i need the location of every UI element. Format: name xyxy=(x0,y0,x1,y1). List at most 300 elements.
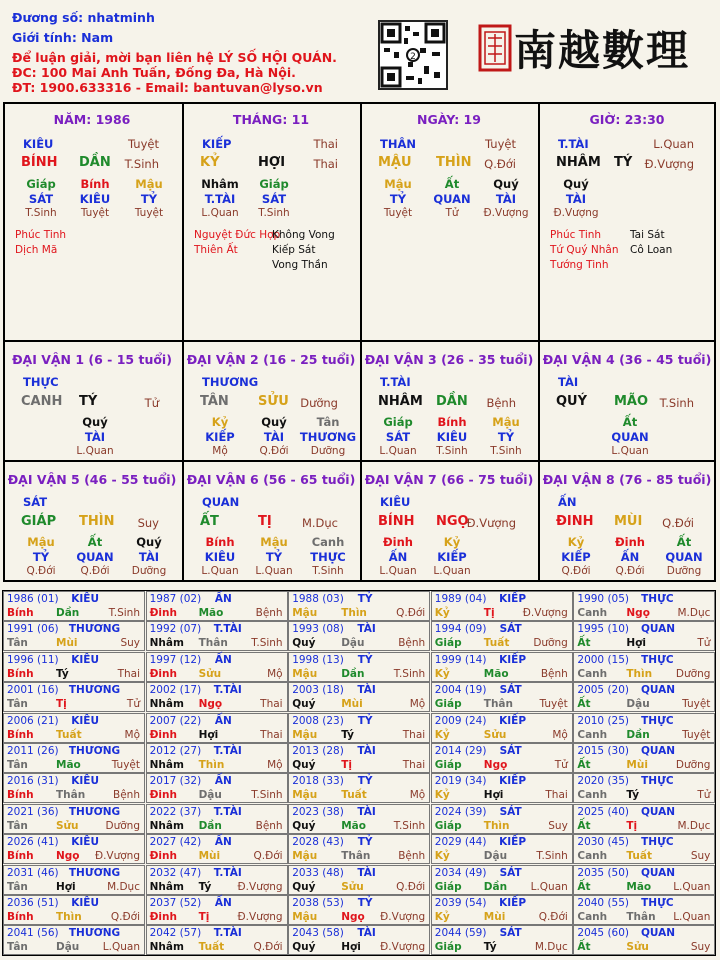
year-stem: Quý xyxy=(292,759,316,771)
year-label: 1986 (01) xyxy=(7,593,59,605)
year-label: 1988 (03) xyxy=(292,593,344,605)
year-ten-god: KIẾP xyxy=(499,653,527,666)
luck-phase: Đ.Vượng xyxy=(466,516,516,530)
hidden-stem: Nhâm xyxy=(201,177,239,191)
year-branch: Mùi xyxy=(56,637,78,650)
luck-hidden-phase: Q.Đới xyxy=(615,565,645,577)
year-ten-god: KIẾP xyxy=(499,714,527,727)
luck-stem: NHÂM xyxy=(378,394,423,409)
year-ten-god: KIẾP xyxy=(499,836,527,849)
year-stem: Kỷ xyxy=(434,728,450,741)
contact-line: Để luận giải, mời bạn liên hệ LÝ SỐ HỘI QUÁN. xyxy=(12,50,337,65)
year-branch: Mùi xyxy=(198,850,221,863)
hidden-stem: Quý xyxy=(493,177,519,191)
year-stem: Nhâm xyxy=(149,698,184,711)
year-cell[interactable] xyxy=(288,682,430,712)
year-label: 2028 (43) xyxy=(292,836,344,849)
year-stem: Giáp xyxy=(434,880,462,893)
year-cell[interactable] xyxy=(146,652,288,682)
year-cell[interactable] xyxy=(146,865,288,895)
year-ten-god: KIÊU xyxy=(71,775,99,788)
address-line: ĐC: 100 Mai Anh Tuấn, Đống Đa, Hà Nội. xyxy=(12,65,296,80)
year-ten-god: THỰC xyxy=(641,897,674,909)
year-cell[interactable] xyxy=(573,621,715,651)
luck-hidden-stem: Bính xyxy=(205,535,235,549)
year-ten-god: ẤN xyxy=(214,836,232,849)
year-cell[interactable] xyxy=(3,895,145,925)
year-label: 2008 (23) xyxy=(292,714,344,727)
year-branch: Dậu xyxy=(483,850,508,863)
luck-hidden-god: THƯƠNG xyxy=(299,430,357,444)
pillar-ten-god: KIÊU xyxy=(23,137,54,151)
year-ten-god: T.TÀI xyxy=(213,927,242,940)
year-cell[interactable] xyxy=(288,895,430,925)
luck-title: ĐẠI VẬN 2 (16 - 25 tuổi) xyxy=(186,352,356,367)
inauspicious-star: Không Vong xyxy=(272,229,335,241)
year-stem: Kỷ xyxy=(434,789,450,802)
year-cell[interactable] xyxy=(146,834,288,864)
year-cell[interactable] xyxy=(3,773,145,803)
year-ten-god: KIẾP xyxy=(499,593,527,605)
year-label: 1989 (04) xyxy=(434,593,487,605)
year-cell[interactable] xyxy=(3,925,145,955)
year-label: 2019 (34) xyxy=(434,775,487,788)
year-phase: Suy xyxy=(690,850,711,863)
year-stem: Quý xyxy=(292,698,316,711)
year-cell[interactable] xyxy=(288,834,430,864)
year-stem: Quý xyxy=(292,819,316,832)
year-cell[interactable] xyxy=(288,804,430,834)
year-label: 2015 (30) xyxy=(577,745,630,757)
year-phase: Suy xyxy=(548,819,568,832)
year-label: 2029 (44) xyxy=(434,836,487,849)
year-cell[interactable] xyxy=(146,743,288,773)
year-phase: Q.Đới xyxy=(396,607,426,619)
year-cell[interactable] xyxy=(431,652,573,682)
year-label: 2032 (47) xyxy=(149,866,202,879)
luck-branch: TÝ xyxy=(79,394,98,409)
year-stem: Kỷ xyxy=(434,607,450,619)
year-branch: Tị xyxy=(341,759,352,771)
year-cell[interactable] xyxy=(288,743,430,773)
year-stem: Bính xyxy=(7,728,34,741)
year-branch: Thìn xyxy=(626,667,653,680)
year-ten-god: TÀI xyxy=(357,927,376,940)
luck-branch: THÌN xyxy=(79,514,115,529)
year-stem: Đinh xyxy=(149,728,177,741)
year-branch: Mùi xyxy=(341,698,363,711)
year-branch: Ngọ xyxy=(341,911,365,923)
year-cell[interactable] xyxy=(288,591,430,621)
phone-email-line[interactable]: ĐT: 1900.633316 - Email: bantuvan@lyso.vn xyxy=(12,80,323,95)
year-cell[interactable] xyxy=(146,682,288,712)
luck-hidden-stem: Quý xyxy=(261,415,287,429)
year-cell[interactable] xyxy=(573,804,715,834)
luck-branch: DẦN xyxy=(436,394,468,409)
luck-hidden-god: KIẾP xyxy=(205,430,235,444)
year-cell[interactable] xyxy=(3,804,145,834)
year-cell[interactable] xyxy=(146,591,288,621)
hidden-phase: Tuyệt xyxy=(383,207,413,219)
inauspicious-star: Cô Loan xyxy=(630,244,673,256)
year-label: 2021 (36) xyxy=(7,805,59,818)
pillar-title: NĂM: 1986 xyxy=(53,112,131,127)
year-branch: Thìn xyxy=(341,607,367,619)
year-cell[interactable] xyxy=(573,773,715,803)
qr-code[interactable] xyxy=(378,20,448,90)
luck-stem: QUÝ xyxy=(556,394,588,409)
year-cell[interactable] xyxy=(3,865,145,895)
year-cell[interactable] xyxy=(3,682,145,712)
year-branch: Dần xyxy=(56,607,80,619)
luck-hidden-phase: Q.Đới xyxy=(80,565,110,577)
year-stem: Đinh xyxy=(149,789,177,802)
year-phase: Thai xyxy=(402,759,426,771)
year-stem: Ất xyxy=(577,941,591,954)
auspicious-star: Dịch Mã xyxy=(15,244,58,256)
year-branch: Sửu xyxy=(341,880,364,893)
year-branch: Mão xyxy=(56,759,81,771)
year-cell[interactable] xyxy=(288,925,430,955)
year-cell[interactable] xyxy=(573,713,715,743)
year-cell[interactable] xyxy=(3,591,145,621)
luck-hidden-phase: L.Quan xyxy=(433,565,471,577)
pillar-phase: Tuyệt xyxy=(128,137,159,151)
year-ten-god: TỶ xyxy=(357,653,373,666)
year-cell[interactable] xyxy=(573,743,715,773)
year-branch: Dần xyxy=(198,819,222,832)
year-ten-god: T.TÀI xyxy=(213,805,242,818)
year-cell[interactable] xyxy=(3,743,145,773)
year-cell[interactable] xyxy=(146,621,288,651)
year-branch: Mão xyxy=(198,607,224,619)
pillar-branch: DẦN xyxy=(79,155,111,170)
luck-phase: T.Sinh xyxy=(659,396,694,410)
year-cell[interactable] xyxy=(288,621,430,651)
year-cell[interactable] xyxy=(431,682,573,712)
year-cell[interactable] xyxy=(431,865,573,895)
year-ten-god: TỶ xyxy=(357,775,373,788)
pillar-phase-branch: Đ.Vượng xyxy=(644,157,694,171)
hidden-stem: Ất xyxy=(444,177,460,191)
brand-logo-text: 南越數理 xyxy=(514,26,691,75)
year-cell[interactable] xyxy=(146,925,288,955)
inauspicious-star: Vong Thần xyxy=(272,259,328,271)
year-label: 2020 (35) xyxy=(577,775,630,788)
year-branch: Mão xyxy=(341,819,366,832)
year-branch: Dậu xyxy=(56,941,80,954)
year-stem: Giáp xyxy=(434,819,462,832)
year-stem: Mậu xyxy=(292,850,318,863)
pillar-branch: TÝ xyxy=(614,155,633,170)
year-ten-god: T.TÀI xyxy=(213,866,242,879)
year-ten-god: SÁT xyxy=(499,623,522,636)
luck-stem: GIÁP xyxy=(21,514,57,529)
year-cell[interactable] xyxy=(288,865,430,895)
year-cell[interactable] xyxy=(146,804,288,834)
year-cell[interactable] xyxy=(288,652,430,682)
luck-hidden-phase: Mộ xyxy=(212,445,228,457)
year-phase: Suy xyxy=(690,941,711,954)
year-stem: Mậu xyxy=(292,911,318,923)
luck-hidden-god: KIẾP xyxy=(437,550,467,564)
inauspicious-star: Kiếp Sát xyxy=(272,244,316,256)
year-ten-god: TÀI xyxy=(357,866,376,879)
year-stem: Ất xyxy=(577,819,591,832)
pillar-ten-god: KIẾP xyxy=(202,137,232,151)
year-cell[interactable] xyxy=(3,834,145,864)
year-phase: T.Sinh xyxy=(108,607,140,619)
luck-stem: ẤT xyxy=(200,514,219,529)
year-branch: Tý xyxy=(198,880,212,893)
year-branch: Tý xyxy=(626,789,640,802)
pillar-title: NGÀY: 19 xyxy=(417,112,481,127)
luck-hidden-phase: T.Sinh xyxy=(312,565,344,577)
year-label: 2037 (52) xyxy=(149,897,202,909)
hidden-phase: Đ.Vượng xyxy=(553,207,599,219)
year-label: 2030 (45) xyxy=(577,836,630,849)
hidden-stem: Quý xyxy=(563,177,589,191)
year-phase: Thai xyxy=(260,728,283,741)
year-branch: Mùi xyxy=(483,911,506,923)
year-ten-god: SÁT xyxy=(499,805,522,818)
year-cell[interactable] xyxy=(431,804,573,834)
pillar-stem: KỶ xyxy=(200,155,220,170)
year-branch: Tuất xyxy=(56,728,82,741)
year-branch: Dần xyxy=(341,667,365,680)
year-label: 2033 (48) xyxy=(292,866,344,879)
luck-hidden-phase: Dưỡng xyxy=(310,445,346,457)
year-cell[interactable] xyxy=(431,713,573,743)
year-ten-god: THƯƠNG xyxy=(68,623,121,636)
luck-hidden-god: TÀI xyxy=(138,550,160,564)
year-phase: Đ.Vượng xyxy=(380,941,426,954)
year-phase: Tử xyxy=(554,759,568,771)
auspicious-star: Thiên Ất xyxy=(194,244,238,256)
annual-grid xyxy=(2,590,716,956)
year-stem: Bính xyxy=(7,667,34,680)
luck-hidden-phase: Dưỡng xyxy=(131,565,167,577)
year-ten-god: KIÊU xyxy=(71,593,99,605)
year-phase: Mộ xyxy=(267,759,283,771)
year-branch: Sửu xyxy=(198,667,222,680)
year-phase: Bệnh xyxy=(398,637,426,650)
year-label: 2012 (27) xyxy=(149,745,202,757)
luck-hidden-phase: Dưỡng xyxy=(666,565,702,577)
year-phase: Suy xyxy=(120,637,140,650)
year-branch: Tuất xyxy=(198,941,225,954)
subject-name: Đương số: nhatminh xyxy=(12,10,155,25)
year-phase: L.Quan xyxy=(673,880,711,893)
year-ten-god: KIÊU xyxy=(71,714,99,727)
year-cell[interactable] xyxy=(146,713,288,743)
year-stem: Giáp xyxy=(434,759,462,771)
year-phase: T.Sinh xyxy=(393,819,426,832)
pillar-title: THÁNG: 11 xyxy=(232,112,310,127)
year-stem: Đinh xyxy=(149,607,177,619)
luck-phase: Suy xyxy=(137,516,159,530)
year-branch: Thìn xyxy=(483,819,510,832)
year-stem: Tân xyxy=(7,819,28,832)
year-ten-god: THƯƠNG xyxy=(68,866,121,879)
luck-hidden-god: TÀI xyxy=(263,430,285,444)
luck-title: ĐẠI VẬN 4 (36 - 45 tuổi) xyxy=(542,352,712,367)
luck-hidden-phase: Q.Đới xyxy=(259,445,289,457)
year-phase: Mộ xyxy=(124,728,140,741)
year-ten-god: KIẾP xyxy=(499,775,527,788)
hidden-phase: L.Quan xyxy=(201,207,239,219)
year-stem: Tân xyxy=(7,941,28,954)
year-branch: Ngọ xyxy=(483,759,508,771)
year-label: 1995 (10) xyxy=(577,623,630,636)
pillar-phase: Thai xyxy=(313,137,338,151)
year-ten-god: ẤN xyxy=(214,593,232,605)
year-cell[interactable] xyxy=(146,773,288,803)
year-ten-god: THƯƠNG xyxy=(68,684,121,697)
year-phase: Q.Đới xyxy=(396,880,426,893)
luck-hidden-god: TÀI xyxy=(84,430,106,444)
year-label: 2002 (17) xyxy=(149,684,202,697)
year-phase: T.Sinh xyxy=(536,850,568,863)
year-stem: Quý xyxy=(292,941,316,954)
year-ten-god: QUAN xyxy=(640,927,676,940)
year-stem: Bính xyxy=(7,850,34,863)
year-ten-god: QUAN xyxy=(640,745,676,757)
year-branch: Hợi xyxy=(626,637,646,650)
year-cell[interactable] xyxy=(573,591,715,621)
luck-hidden-phase: L.Quan xyxy=(379,565,417,577)
year-label: 2014 (29) xyxy=(434,745,487,757)
luck-ten-god: THỰC xyxy=(23,375,59,389)
year-cell[interactable] xyxy=(431,895,573,925)
year-phase: M.Dục xyxy=(677,819,711,832)
year-cell[interactable] xyxy=(573,925,715,955)
luck-hidden-stem: Ất xyxy=(676,535,692,549)
year-cell[interactable] xyxy=(573,652,715,682)
luck-hidden-stem: Mậu xyxy=(492,415,520,429)
year-branch: Sửu xyxy=(626,941,649,954)
luck-title: ĐẠI VẬN 7 (66 - 75 tuổi) xyxy=(364,472,534,487)
year-ten-god: TÀI xyxy=(357,623,376,636)
year-stem: Ất xyxy=(577,759,591,771)
year-label: 1996 (11) xyxy=(7,653,59,666)
year-cell[interactable] xyxy=(431,834,573,864)
year-cell[interactable] xyxy=(288,713,430,743)
luck-hidden-stem: Bính xyxy=(437,415,467,429)
pillar-ten-god: THÂN xyxy=(380,137,416,151)
luck-hidden-god: SÁT xyxy=(385,430,411,444)
year-stem: Canh xyxy=(577,911,608,923)
year-ten-god: QUAN xyxy=(640,805,676,818)
luck-ten-god: THƯƠNG xyxy=(202,375,259,389)
year-cell[interactable] xyxy=(431,743,573,773)
pillar-phase: L.Quan xyxy=(653,137,694,151)
year-branch: Hợi xyxy=(56,880,76,893)
year-cell[interactable] xyxy=(431,925,573,955)
year-label: 2005 (20) xyxy=(577,684,630,697)
year-stem: Quý xyxy=(292,880,316,893)
year-cell[interactable] xyxy=(431,591,573,621)
hidden-phase: Tuyệt xyxy=(134,207,164,219)
year-phase: Q.Đới xyxy=(538,911,568,923)
year-phase: Tử xyxy=(697,637,711,650)
year-label: 2016 (31) xyxy=(7,775,59,788)
hidden-ten-god: SÁT xyxy=(28,192,54,206)
hidden-ten-god: TÀI xyxy=(495,192,517,206)
year-label: 1994 (09) xyxy=(434,623,487,636)
year-cell[interactable] xyxy=(573,895,715,925)
year-label: 2026 (41) xyxy=(7,836,59,849)
year-phase: L.Quan xyxy=(530,880,568,893)
auspicious-star: Phúc Tinh xyxy=(15,229,67,241)
year-ten-god: TỶ xyxy=(357,714,373,727)
hidden-ten-god: T.TÀI xyxy=(204,192,236,206)
year-phase: Tuyệt xyxy=(539,698,568,711)
year-cell[interactable] xyxy=(573,682,715,712)
year-cell[interactable] xyxy=(3,621,145,651)
year-branch: Thìn xyxy=(56,911,82,923)
year-cell[interactable] xyxy=(3,713,145,743)
year-phase: Q.Đới xyxy=(253,850,283,863)
year-branch: Thân xyxy=(56,789,86,802)
year-phase: Mộ xyxy=(409,789,426,802)
year-phase: Mộ xyxy=(409,698,426,711)
year-ten-god: SÁT xyxy=(499,927,522,940)
year-stem: Nhâm xyxy=(149,759,184,771)
year-label: 2001 (16) xyxy=(7,684,59,697)
year-cell[interactable] xyxy=(431,773,573,803)
year-phase: Thai xyxy=(117,667,140,680)
year-phase: Tuyệt xyxy=(682,698,711,711)
luck-stem: CANH xyxy=(21,394,63,409)
luck-ten-god: T.TÀI xyxy=(380,375,411,389)
luck-hidden-god: ẤN xyxy=(620,550,640,564)
year-cell[interactable] xyxy=(3,652,145,682)
year-branch: Tý xyxy=(341,728,354,741)
year-phase: Mộ xyxy=(552,728,568,741)
year-stem: Bính xyxy=(7,789,34,802)
year-ten-god: KIÊU xyxy=(71,897,99,909)
year-label: 1998 (13) xyxy=(292,653,344,666)
year-stem: Quý xyxy=(292,637,316,650)
luck-ten-god: ẤN xyxy=(558,495,577,509)
year-cell[interactable] xyxy=(431,621,573,651)
year-stem: Nhâm xyxy=(149,819,184,832)
year-cell[interactable] xyxy=(146,895,288,925)
year-phase: Đ.Vượng xyxy=(522,607,568,619)
year-ten-god: ẤN xyxy=(214,714,232,727)
year-phase: T.Sinh xyxy=(251,637,283,650)
year-stem: Nhâm xyxy=(149,880,184,893)
luck-hidden-god: QUAN xyxy=(611,430,649,444)
year-stem: Ất xyxy=(577,698,591,711)
hidden-stem: Giáp xyxy=(26,177,56,191)
year-cell[interactable] xyxy=(573,865,715,895)
year-branch: Ngọ xyxy=(626,607,650,619)
year-branch: Dậu xyxy=(198,789,222,802)
year-cell[interactable] xyxy=(288,773,430,803)
year-ten-god: TỶ xyxy=(357,593,373,605)
year-ten-god: TÀI xyxy=(357,684,376,697)
luck-hidden-phase: L.Quan xyxy=(379,445,417,457)
luck-hidden-phase: L.Quan xyxy=(255,565,293,577)
luck-hidden-stem: Kỷ xyxy=(211,415,229,429)
year-cell[interactable] xyxy=(573,834,715,864)
year-branch: Dậu xyxy=(626,698,650,711)
year-phase: Đ.Vượng xyxy=(380,911,426,923)
year-branch: Tị xyxy=(483,607,495,619)
luck-hidden-phase: Q.Đới xyxy=(26,565,56,577)
